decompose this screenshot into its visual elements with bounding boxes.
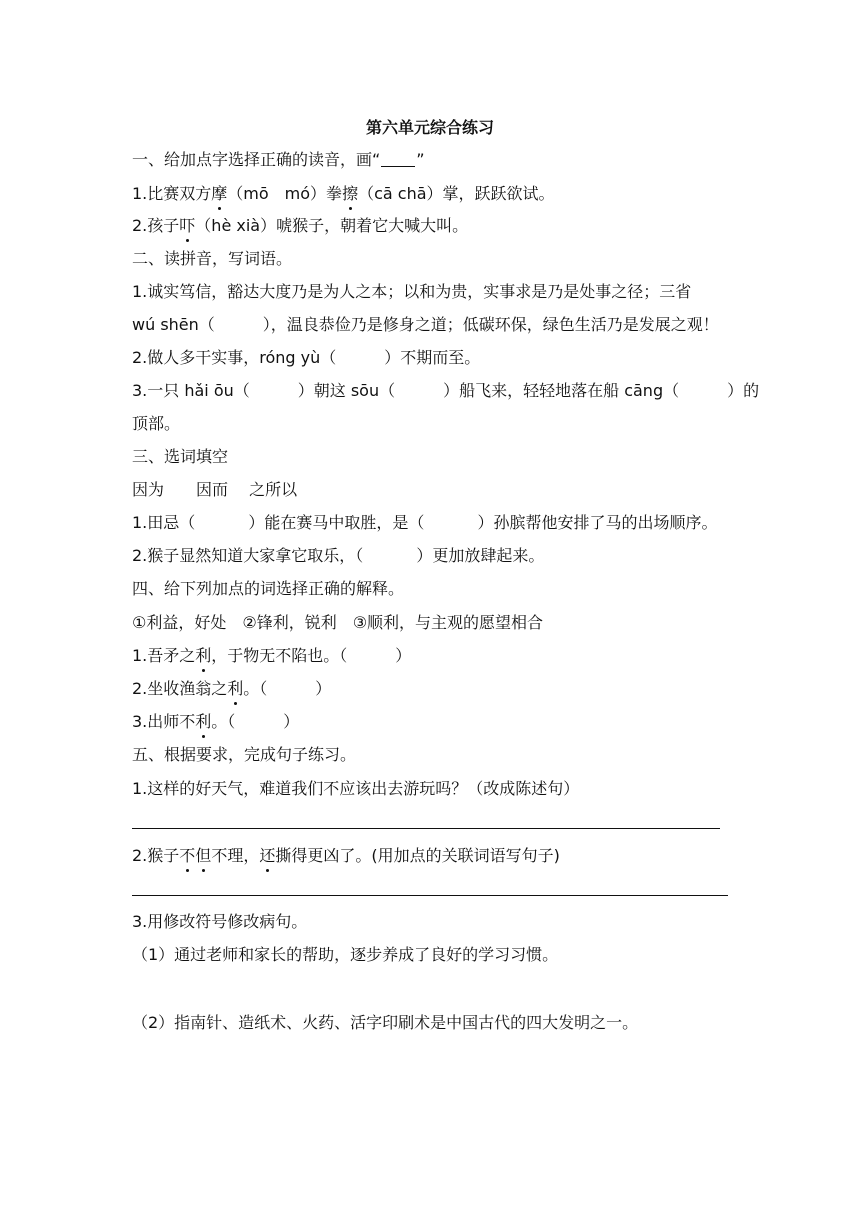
- s1-q2-text-c: （hè xià）唬猴子，朝着它大喊大叫。: [195, 216, 469, 235]
- section-1-heading-close: ”: [416, 150, 425, 169]
- s4-definition-options: ①利益，好处 ②锋利，锐利 ③顺利，与主观的愿望相合: [132, 613, 544, 632]
- dotted-char: 利: [195, 646, 212, 665]
- s1-q1-text-a: 1.比赛双方: [132, 184, 212, 203]
- s5-question-2: [132, 846, 560, 866]
- s3-question-2: 2.猴子显然知道大家拿它取乐，（ ）更加放肆起来。: [132, 546, 545, 565]
- s2-question-3-line-1: 3.一只 hǎi ōu（ ）朝这 sōu（ ）船飞来，轻轻地落在船 cāng（ ）的: [132, 381, 760, 400]
- s4-q2-text-c: 。（ ）: [243, 679, 332, 698]
- section-2-heading: 二、读拼音，写词语。: [132, 249, 293, 268]
- s5-q2-text-a: 2.猴子: [132, 846, 180, 865]
- s1-question-2: [132, 216, 468, 236]
- s4-q1-text-a: 1.吾矛之: [132, 646, 196, 665]
- s1-question-1: [132, 184, 555, 204]
- underline-mark: [381, 152, 415, 167]
- section-3-heading: 三、选词填空: [132, 447, 229, 466]
- s4-question-1: [132, 646, 411, 666]
- s4-q1-text-c: ，于物无不陷也。（ ）: [211, 646, 412, 665]
- dotted-char: 利: [195, 712, 212, 731]
- section-4-heading: 四、给下列加点的词选择正确的解释。: [132, 579, 405, 598]
- s4-q3-text-a: 3.出师不: [132, 712, 196, 731]
- section-5-heading: 五、根据要求，完成句子练习。: [132, 745, 357, 764]
- s5-question-3-1: （1）通过老师和家长的帮助，逐步养成了良好的学习习惯。: [132, 945, 559, 964]
- dotted-char: 擦: [342, 184, 359, 203]
- s5-q2-text-d: 不理，: [211, 846, 260, 865]
- s3-question-1: 1.田忌（ ）能在赛马中取胜，是（ ）孙膑帮他安排了马的出场顺序。: [132, 513, 718, 532]
- section-1-heading-text: 一、给加点字选择正确的读音，画“: [132, 150, 381, 169]
- section-1-heading: [132, 150, 425, 170]
- s1-q2-text-a: 2.孩子: [132, 216, 180, 235]
- s1-q1-text-c: （mō mó）拳: [227, 184, 343, 203]
- dotted-char: 不: [179, 846, 196, 865]
- dotted-char: 利: [227, 679, 244, 698]
- s5-question-3-2: （2）指南针、造纸术、火药、活字印刷术是中国古代的四大发明之一。: [132, 1013, 639, 1032]
- s2-question-1-line-1: 1.诚实笃信，豁达大度乃是为人之本；以和为贵，实事求是乃是处事之径；三省: [132, 282, 692, 301]
- s5-question-3: 3.用修改符号修改病句。: [132, 912, 308, 931]
- s5-question-1: 1.这样的好天气，难道我们不应该出去游玩吗？（改成陈述句）: [132, 779, 580, 798]
- dotted-char: 但: [195, 846, 212, 865]
- s5-q2-text-f: 撕得更凶了。(用加点的关联词语写句子): [275, 846, 560, 865]
- s4-q3-text-c: 。（ ）: [211, 712, 300, 731]
- s2-question-3-line-2: 顶部。: [132, 414, 181, 433]
- answer-line-2[interactable]: [132, 895, 728, 896]
- s3-word-options: 因为 因而 之所以: [132, 480, 298, 499]
- dotted-char: 摩: [211, 184, 228, 203]
- answer-line-1[interactable]: [132, 828, 720, 829]
- s1-q1-text-e: （cā chā）掌，跃跃欲试。: [358, 184, 555, 203]
- dotted-char: 吓: [179, 216, 196, 235]
- s4-question-2: [132, 679, 331, 699]
- s4-q2-text-a: 2.坐收渔翁之: [132, 679, 228, 698]
- dotted-char: 还: [259, 846, 276, 865]
- page-title: 第六单元综合练习: [365, 118, 494, 137]
- s4-question-3: [132, 712, 299, 732]
- s2-question-1-line-2: wú shēn（ ），温良恭俭乃是修身之道；低碳环保，绿色生活乃是发展之观！: [132, 315, 719, 334]
- s2-question-2: 2.做人多干实事，róng yù（ ）不期而至。: [132, 348, 481, 367]
